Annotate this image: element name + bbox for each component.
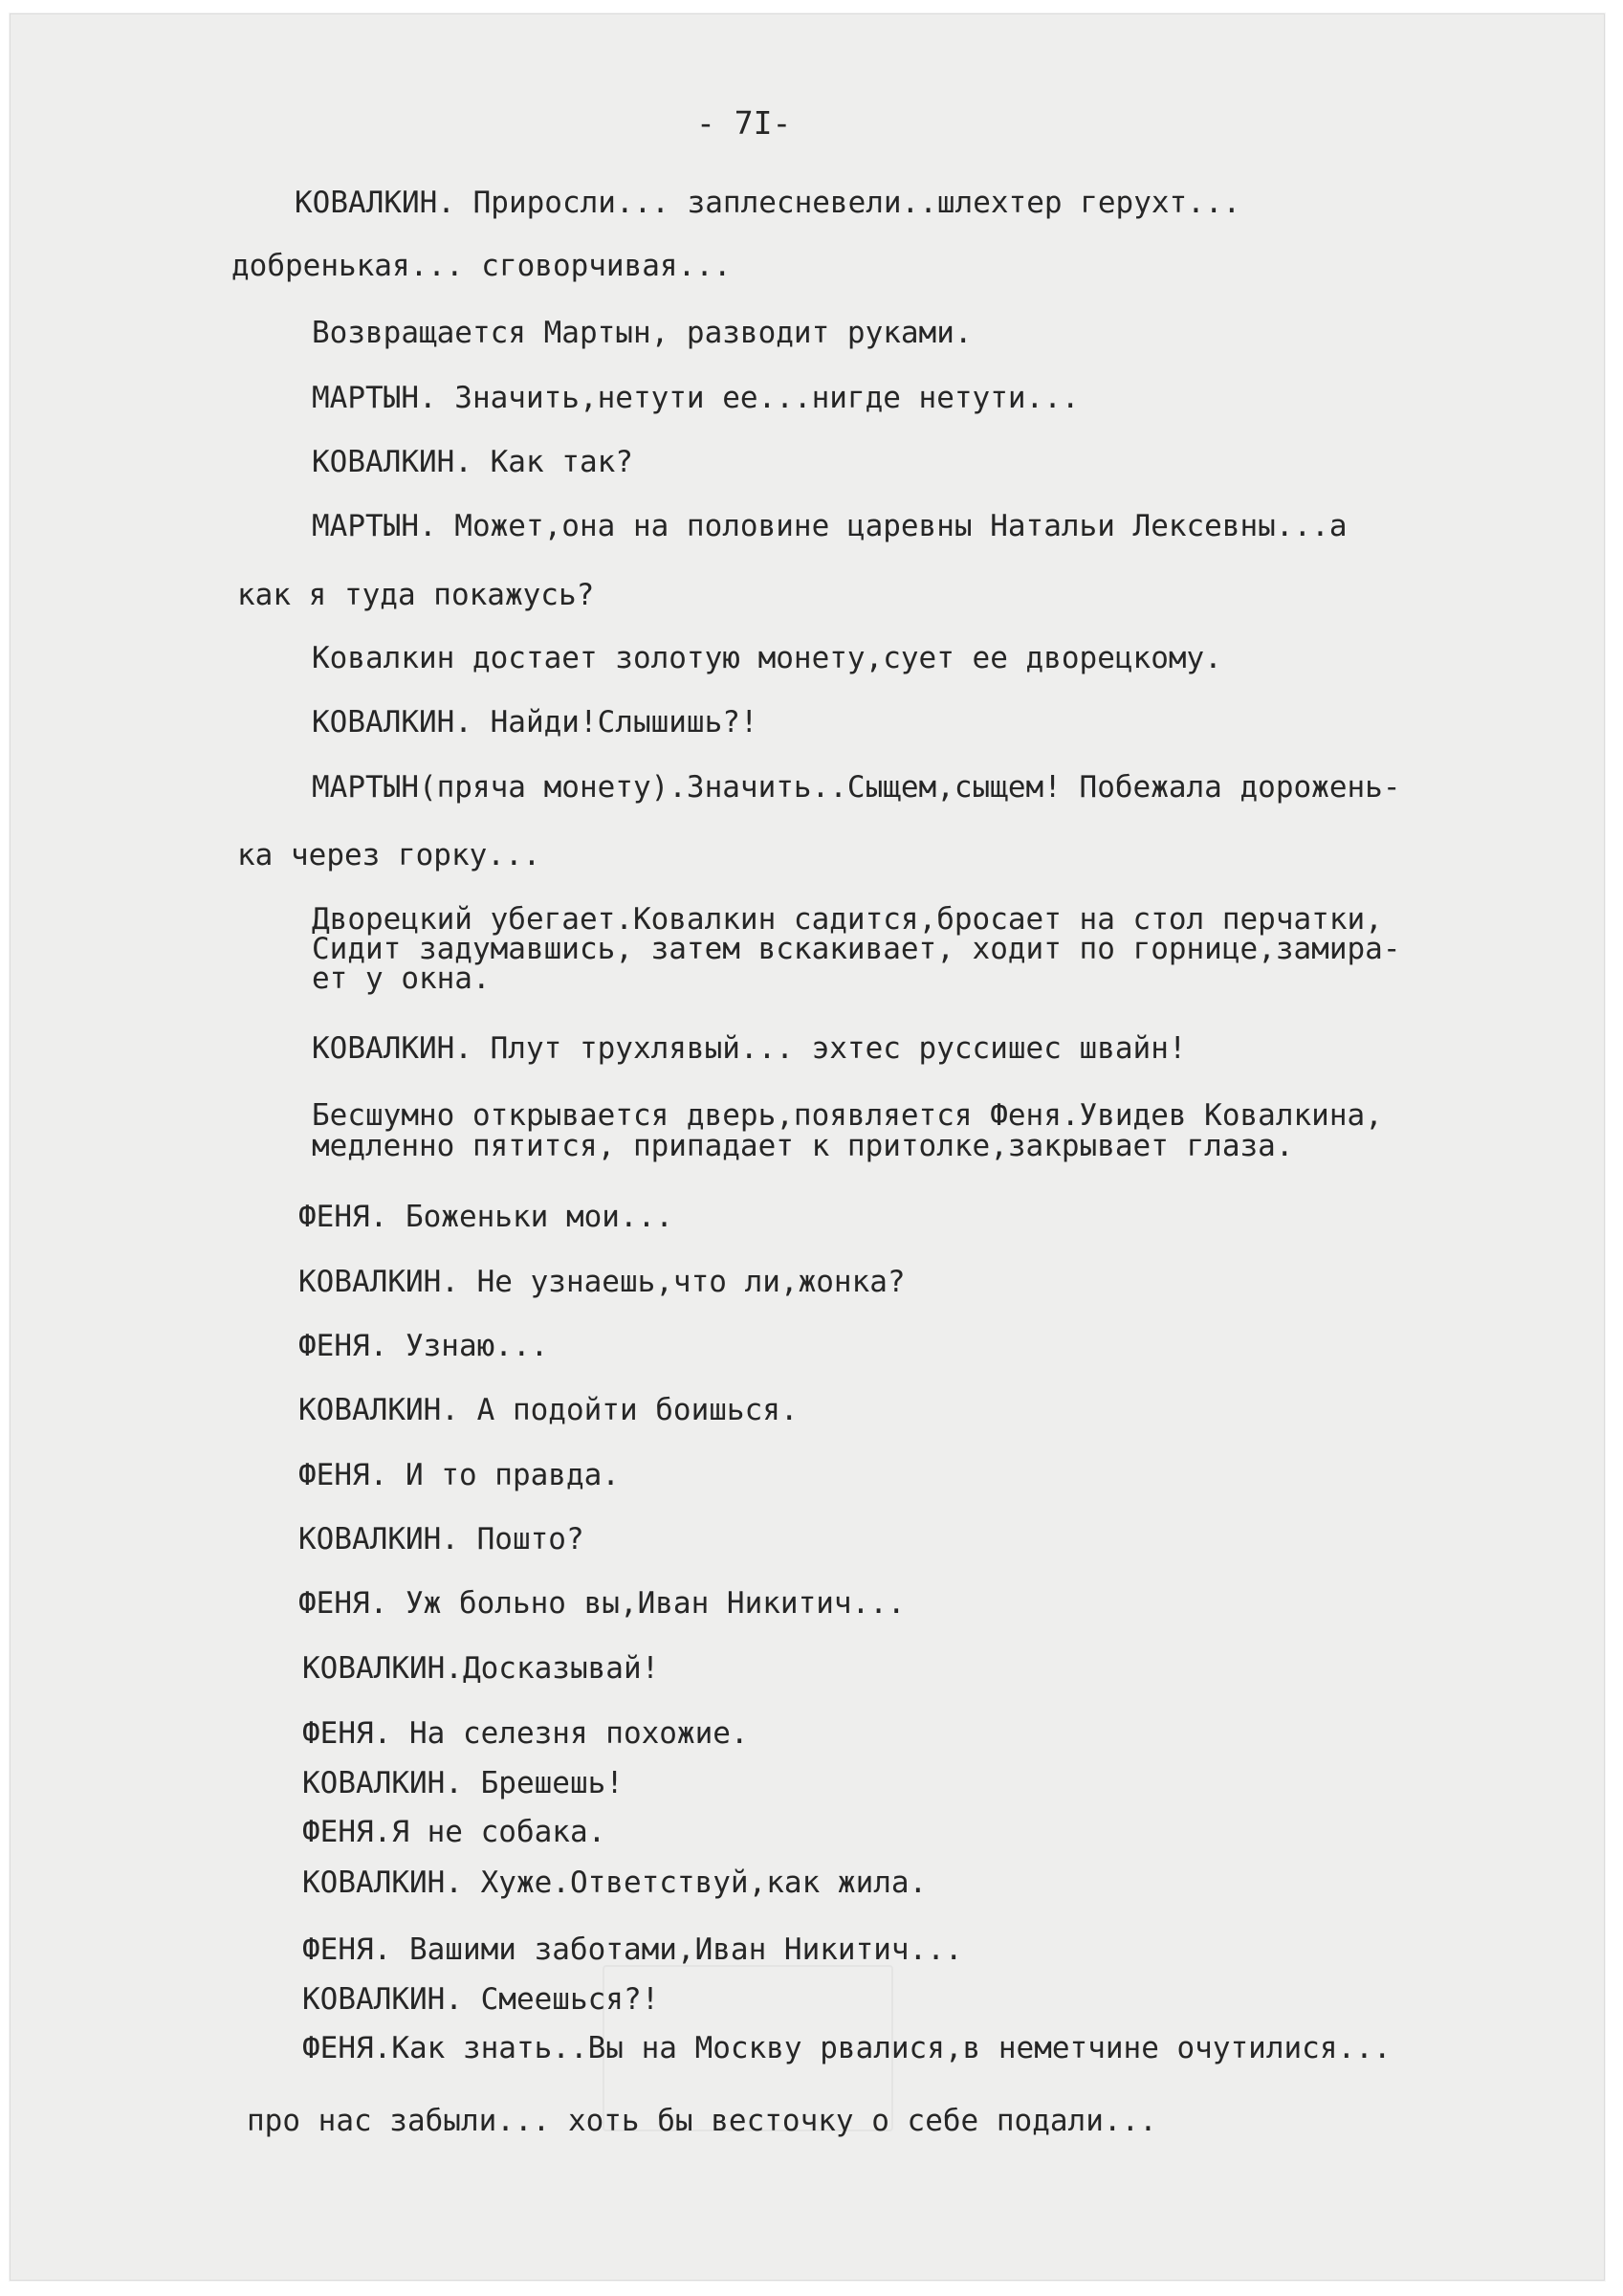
text-line-25: КОВАЛКИН.Досказывай! (302, 1651, 660, 1686)
text-line-31: КОВАЛКИН. Смеешься?! (302, 1982, 660, 2017)
text-line-1: КОВАЛКИН. Приросли... заплесневели..шлехтер герухт... (295, 186, 1241, 220)
document-page (10, 13, 1605, 2281)
text-line-18: ФЕНЯ. Боженьки мои... (298, 1200, 673, 1234)
text-line-8: Ковалкин достает золотую монету,сует ее дворецкому. (312, 641, 1222, 675)
text-line-23: КОВАЛКИН. Пошто? (298, 1522, 584, 1556)
text-line-22: ФЕНЯ. И то правда. (298, 1458, 620, 1492)
text-line-5: КОВАЛКИН. Как так? (312, 445, 633, 479)
text-line-32: ФЕНЯ.Как знать..Вы на Москву рвалися,в неметчине очутилися... (302, 2031, 1392, 2065)
text-line-16: Бесшумно открывается дверь,появляется Феня.Увидев Ковалкина, (312, 1098, 1383, 1133)
text-line-28: ФЕНЯ.Я не собака. (302, 1815, 606, 1849)
text-line-33: про нас забыли... хоть бы весточку о себе подали... (247, 2104, 1157, 2138)
text-line-4: МАРТЫН. Значить,нетути ее...нигде нетути... (312, 381, 1080, 415)
text-line-3: Возвращается Мартын, разводит руками. (312, 316, 973, 350)
text-line-14: ет у окна. (312, 961, 491, 996)
text-line-9: КОВАЛКИН. Найди!Слышишь?! (312, 705, 758, 740)
text-line-11: ка через горку... (237, 838, 541, 872)
text-line-15: КОВАЛКИН. Плут трухлявый... эхтес руссишес швайн! (312, 1031, 1187, 1066)
text-line-7: как я туда покажусь? (237, 578, 595, 612)
text-line-13: Сидит задумавшись, затем вскакивает, ходит по горнице,замира- (312, 932, 1401, 966)
text-line-29: КОВАЛКИН. Хуже.Ответствуй,как жила. (302, 1866, 928, 1900)
text-line-27: КОВАЛКИН. Брешешь! (302, 1766, 624, 1800)
page-number: - 7I- (696, 104, 792, 142)
text-line-30: ФЕНЯ. Вашими заботами,Иван Никитич... (302, 1932, 963, 1967)
text-line-26: ФЕНЯ. На селезня похожие. (302, 1716, 749, 1751)
text-line-20: ФЕНЯ. Узнаю... (298, 1329, 549, 1363)
text-line-17: медленно пятится, припадает к притолке,закрывает глаза. (312, 1129, 1294, 1163)
text-line-24: ФЕНЯ. Уж больно вы,Иван Никитич... (298, 1586, 906, 1621)
text-line-6: МАРТЫН. Может,она на половине царевны Натальи Лексевны...а (312, 509, 1348, 543)
text-line-2: добренькая... сговорчивая... (231, 249, 732, 283)
text-line-12: Дворецкий убегает.Ковалкин садится,бросает на стол перчатки, (312, 902, 1383, 937)
text-line-21: КОВАЛКИН. А подойти боишься. (298, 1393, 799, 1427)
text-line-10: МАРТЫН(пряча монету).Значить..Сыщем,сыщем! Побежала дорожень- (312, 770, 1401, 805)
text-line-19: КОВАЛКИН. Не узнаешь,что ли,жонка? (298, 1265, 906, 1299)
